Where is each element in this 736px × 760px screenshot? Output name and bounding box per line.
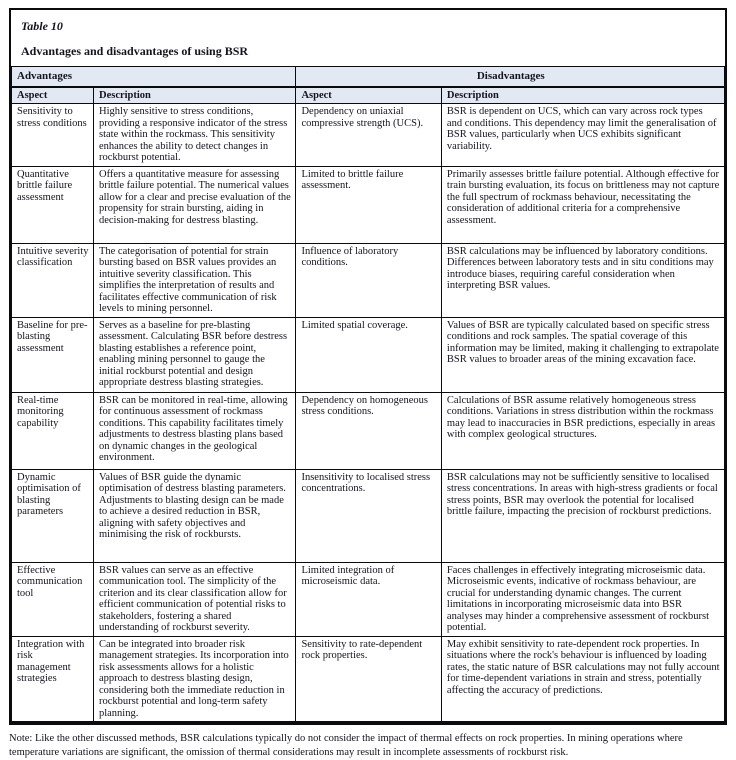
table-row <box>12 243 725 317</box>
dis-desc-cell: Faces challenges in effectively integrating microseismic data. Microseismic events, indicative of rockmass behaviour, are crucial for understanding dynamic changes. The current limitations in incorporating microseismic data into BSR analyses may hinder a comprehensive assessment of rockburst potential. <box>441 562 724 636</box>
adv-desc-cell: Offers a quantitative measure for assessing brittle failure potential. The numerical values allow for a clear and precise evaluation of the propensity for strain bursting, aiding in decision-making for destress blasting. <box>93 166 295 243</box>
table-footnote: Note: Like the other discussed methods, BSR calculations typically do not consider the impact of thermal effects on rock properties. In mining operations where temperature variations are significant, the omission of thermal considerations may result in incomplete assessments of rockburst risk. <box>9 733 683 758</box>
adv-desc-cell: Values of BSR guide the dynamic optimisation of destress blasting parameters. Adjustments to blasting design can be made to achieve a desired reduction in BSR, aligning with safety objectives and minimising the risk of rockbursts. <box>93 469 295 562</box>
adv-aspect-cell: Sensitivity to stress conditions <box>12 104 94 167</box>
adv-aspect-cell: Effective communication tool <box>12 562 94 636</box>
dis-aspect-cell: Limited integration of microseismic data. <box>296 562 441 636</box>
table-title: Table 10 <box>21 19 63 33</box>
dis-desc-cell: BSR calculations may not be sufficiently sensitive to localised stress concentrations. In areas with high-stress gradients or focal stress points, BSR may overlook the potential for localised brittle failure, impacting the precision of rockburst predictions. <box>441 469 724 562</box>
adv-aspect-cell: Intuitive severity classification <box>12 243 94 317</box>
dis-aspect-cell: Dependency on uniaxial compressive strength (UCS). <box>296 104 441 167</box>
disadvantages-group-header: Disadvantages <box>296 67 725 87</box>
dis-aspect-cell: Insensitivity to localised stress concentrations. <box>296 469 441 562</box>
column-header-aspect-right: Aspect <box>296 87 441 104</box>
dis-aspect-cell: Limited to brittle failure assessment. <box>296 166 441 243</box>
adv-desc-cell: BSR values can serve as an effective communication tool. The simplicity of the criterion and its clear classification allow for efficient communication of potential risks to stakeholders, fostering a shared understanding of rockburst severity. <box>93 562 295 636</box>
dis-desc-cell: Calculations of BSR assume relatively homogeneous stress conditions. Variations in stress distribution within the rockmass may lead to inaccuracies in BSR predictions, especially in areas with complex geological structures. <box>441 392 724 469</box>
column-header-row <box>12 87 725 104</box>
adv-aspect-cell: Baseline for pre-blasting assessment <box>12 317 94 392</box>
adv-desc-cell: Serves as a baseline for pre-blasting assessment. Calculating BSR before destress blasting establishes a reference point, enabling mining personnel to gauge the initial rockburst potential and design appropriate destress blasting strategies. <box>93 317 295 392</box>
table-row <box>12 104 725 167</box>
dis-desc-cell: May exhibit sensitivity to rate-dependent rock properties. In situations where the rock's behaviour is influenced by loading rates, the static nature of BSR calculations may not fully account for time-dependent variations in strain and stress, potentially affecting the accuracy of predictions. <box>441 636 724 722</box>
dis-aspect-cell: Sensitivity to rate-dependent rock properties. <box>296 636 441 722</box>
column-header-description-left: Description <box>93 87 295 104</box>
bsr-table <box>11 66 725 723</box>
table-row <box>12 166 725 243</box>
advantages-group-header: Advantages <box>12 67 296 87</box>
table-row <box>12 562 725 636</box>
adv-desc-cell: Can be integrated into broader risk management strategies. Its incorporation into risk assessments allows for a holistic approach to destress blasting design, considering both the immediate reduction in rockburst potential and long-term safety planning. <box>93 636 295 722</box>
table-frame <box>9 8 727 725</box>
adv-aspect-cell: Dynamic optimisation of blasting parameters <box>12 469 94 562</box>
table-subtitle: Advantages and disadvantages of using BSR <box>21 44 249 58</box>
table-row <box>12 392 725 469</box>
group-header-row <box>12 67 725 87</box>
adv-aspect-cell: Quantitative brittle failure assessment <box>12 166 94 243</box>
adv-aspect-cell: Real-time monitoring capability <box>12 392 94 469</box>
dis-desc-cell: BSR calculations may be influenced by laboratory conditions. Differences between laboratory tests and in situ conditions may introduce biases, requiring careful consideration when interpreting BSR values. <box>441 243 724 317</box>
adv-aspect-cell: Integration with risk management strategies <box>12 636 94 722</box>
adv-desc-cell: BSR can be monitored in real-time, allowing for continuous assessment of rockmass conditions. This capability facilitates timely adjustments to destress blasting plans based on dynamic changes in the geological environment. <box>93 392 295 469</box>
table-row <box>12 636 725 722</box>
dis-desc-cell: Primarily assesses brittle failure potential. Although effective for train bursting evaluation, its focus on brittleness may not capture the full spectrum of rockmass behaviour, necessitating the consideration of additional criteria for a comprehensive assessment. <box>441 166 724 243</box>
dis-aspect-cell: Limited spatial coverage. <box>296 317 441 392</box>
table-caption <box>11 10 725 66</box>
table-row <box>12 469 725 562</box>
dis-aspect-cell: Influence of laboratory conditions. <box>296 243 441 317</box>
table-row <box>12 317 725 392</box>
column-header-aspect-left: Aspect <box>12 87 94 104</box>
dis-desc-cell: Values of BSR are typically calculated based on specific stress conditions and rock samples. The spatial coverage of this information may be limited, making it challenging to extrapolate BSR values to broader areas of the mining excavation face. <box>441 317 724 392</box>
dis-desc-cell: BSR is dependent on UCS, which can vary across rock types and conditions. This dependency may limit the generalisation of BSR values, particularly when UCS exhibits significant variability. <box>441 104 724 167</box>
dis-aspect-cell: Dependency on homogeneous stress conditions. <box>296 392 441 469</box>
adv-desc-cell: The categorisation of potential for strain bursting based on BSR values provides an intuitive severity classification. This simplifies the interpretation of results and facilitates effective communication of risk levels to mining personnel. <box>93 243 295 317</box>
column-header-description-right: Description <box>441 87 724 104</box>
adv-desc-cell: Highly sensitive to stress conditions, providing a responsive indicator of the stress state within the rockmass. This sensitivity enhances the ability to detect changes in rockburst potential. <box>93 104 295 167</box>
